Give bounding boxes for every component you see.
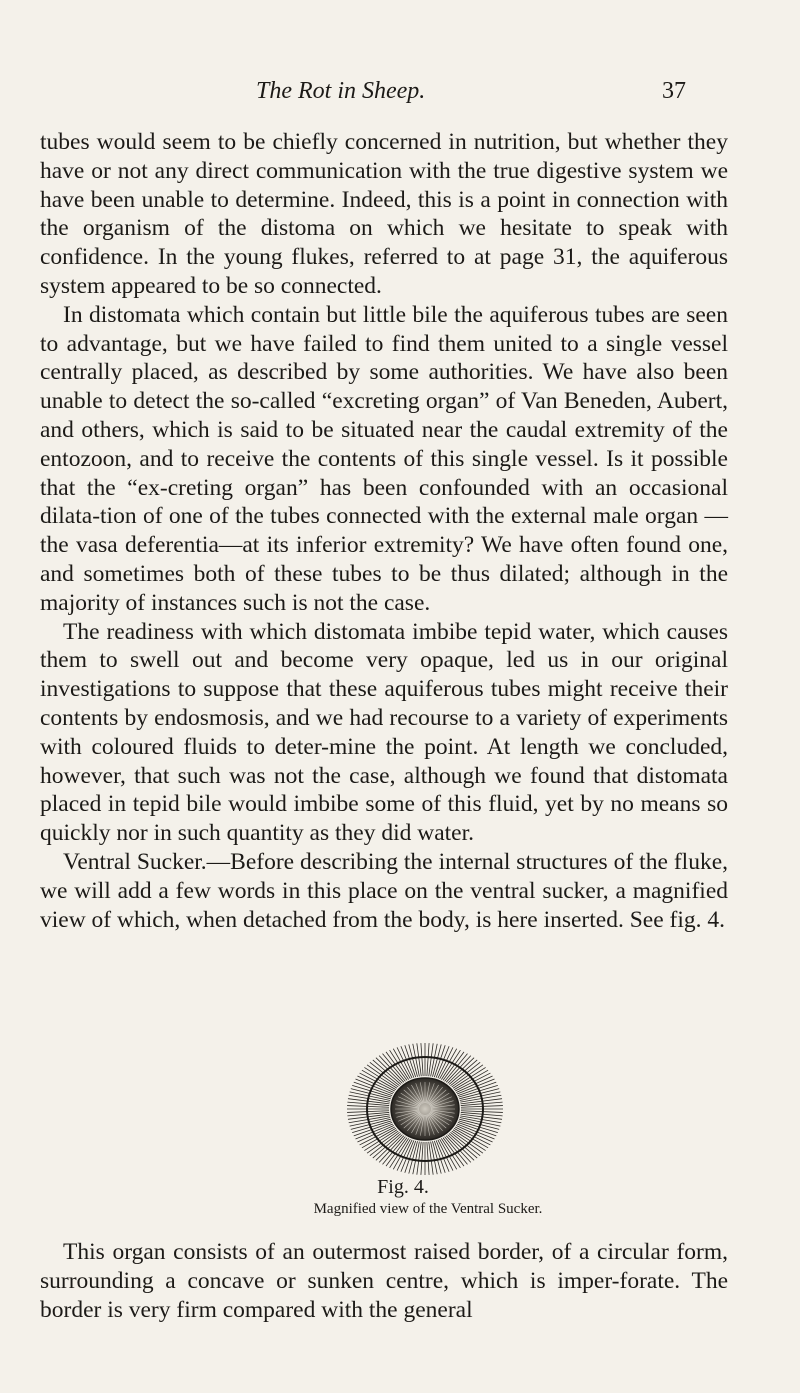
figure-description: Magnified view of the Ventral Sucker. <box>313 1201 543 1217</box>
sucker-ray <box>421 1043 423 1076</box>
running-title: The Rot in Sheep. <box>256 78 426 104</box>
sucker-ray <box>429 1142 433 1175</box>
paragraph-5: This organ consists of an outermost raised border, of a circular form, surrounding a concave or sunken centre, which is imper-forate. The border is very firm compared with the general <box>40 1239 728 1323</box>
sucker-ray <box>417 1043 421 1076</box>
figure-label: Fig. 4. <box>377 1176 429 1198</box>
sucker-ray <box>427 1142 429 1175</box>
paragraph-2: In distomata which contain but little bile the aquiferous tubes are seen to advantage, but we have failed to find them united to a single vessel centrally placed, as described by some authorities. We have also been unable to detect the so-called “excreting organ” of Van Beneden, Aubert, and others, which is said to be situated near the caudal extremity of the entozoon, and to receive the contents of this single vessel. Is it possible that the “ex-creting organ” has been confounded with an occasional dilata-tion of one of the tubes connected with the external male organ —the vasa deferentia—at its inferior extremity? We have often found one, and sometimes both of these tubes to be thus dilated; although in the majority of instances such is not the case. <box>40 301 728 616</box>
ventral-sucker-illustration <box>330 1040 520 1178</box>
ventral-sucker-engraving <box>330 1040 520 1178</box>
sucker-ray <box>427 1043 429 1076</box>
figure-caption <box>200 1176 656 1218</box>
paragraph-1: tubes would seem to be chiefly concerned in nutrition, but whether they have or not any direct communication with the true digestive system we have been unable to determine. Indeed, this is a point in connection with the organism of the distoma on which we hesitate to speak with confidence. In the young flukes, referred to at page 31, the aquiferous system appeared to be so connected. <box>40 129 728 299</box>
paragraph-3: The readiness with which distomata imbibe tepid water, which causes them to swell out and become very opaque, led us in our original investigations to suppose that these aquiferous tubes might receive their contents by endosmosis, and we had recourse to a variety of experiments with coloured fluids to deter-mine the point. At length we concluded, however, that such was not the case, although we found that distomata placed in tepid bile would imbibe some of this fluid, yet by no means so quickly nor in such quantity as they did water. <box>40 618 728 847</box>
sucker-ray <box>429 1043 433 1076</box>
sucker-ray <box>421 1142 423 1175</box>
paragraph-4: Ventral Sucker.—Before describing the internal structures of the fluke, we will add a few words in this place on the ventral sucker, a magnified view of which, when detached from the body, is here inserted. See fig. 4. <box>40 848 728 933</box>
sucker-ray <box>417 1142 421 1175</box>
body-text <box>40 128 728 934</box>
page-number: 37 <box>662 78 686 104</box>
body-text-continued <box>40 1238 728 1324</box>
